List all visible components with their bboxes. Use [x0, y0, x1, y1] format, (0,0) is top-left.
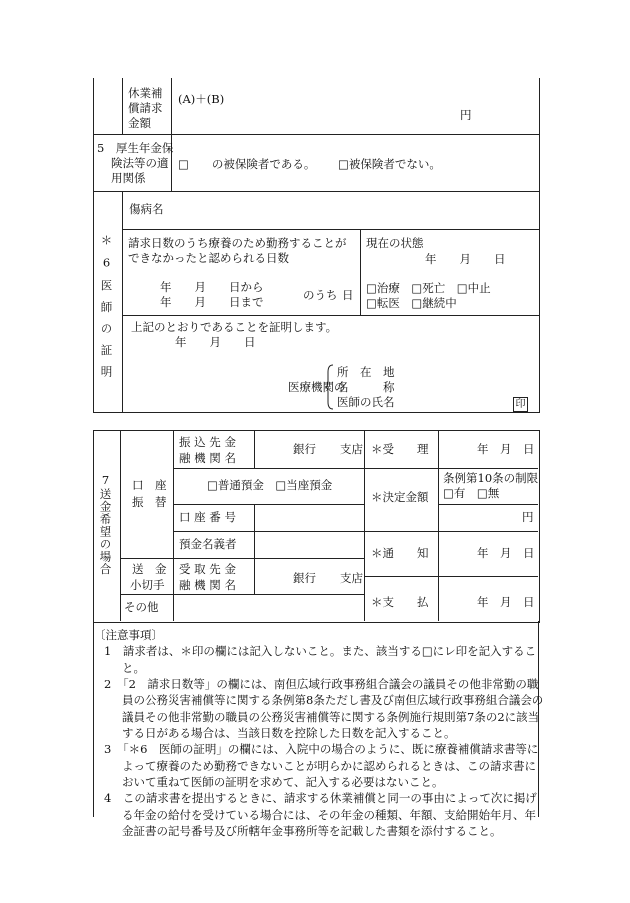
bank-text: 銀行: [293, 442, 316, 456]
notes-section: [94, 627, 544, 839]
note-item-1: 1 請求者は、＊印の欄には記入しないこと。また、該当する□にレ印を記入すること。: [104, 644, 537, 675]
note-item-4: 4 この請求書を提出するときに、請求する休業補償と同一の事由によって次に掲げる年金の給付を受けている場合には、その年金の種類、年額、支給開始年月、年金証書の記号番号及び所轄年金事務所等を記載した書類を添付すること。: [104, 791, 537, 838]
divider: [364, 430, 365, 621]
upper-frame-bottom: [93, 412, 539, 413]
divider: [438, 504, 538, 505]
other-label: その他: [124, 600, 159, 614]
divider: [173, 531, 364, 532]
divider: [364, 531, 538, 532]
divider: [173, 468, 364, 469]
received-label: ＊受 理: [371, 442, 429, 456]
seal-icon: 印: [513, 396, 528, 412]
divider: [93, 134, 539, 135]
account-transfer-label: 口 座 振 替: [132, 478, 167, 509]
institution-label: 医療機関の: [288, 380, 346, 394]
current-status-label: 現在の状態: [366, 236, 424, 250]
payment-date: 年 月 日: [477, 595, 535, 609]
divider: [120, 594, 364, 595]
payment-label: ＊支 払: [371, 595, 429, 609]
days-header-line1: 請求日数のうち療養のため勤務することが: [128, 236, 347, 250]
institution-address-label: 所 在 地: [337, 365, 395, 379]
doctor-certificate-vertical-label: ＊6医師の証明: [99, 234, 114, 387]
ordinance-limit-label: 条例第10条の制限: [443, 471, 539, 485]
receiving-branch-text: 支店: [340, 571, 363, 585]
upper-frame-left: [93, 78, 94, 413]
divider: [122, 191, 123, 412]
divider: [364, 576, 538, 577]
to-date: 年 月 日まで: [160, 295, 264, 309]
branch-text: 支店: [340, 442, 363, 456]
divider: [438, 430, 439, 621]
notice-label: ＊通 知: [371, 546, 429, 560]
remittance-check-label: 送 金 小切手: [130, 562, 167, 592]
divider: [173, 504, 364, 505]
divider: [173, 430, 174, 621]
divider: [120, 558, 364, 559]
received-date: 年 月 日: [477, 442, 535, 456]
institution-name-label: 名 称: [337, 380, 395, 394]
benefit-amount-label: 休業補 償請求 金額: [128, 86, 163, 130]
upper-frame-right: [539, 78, 540, 413]
days-header-line2: できなかったと認められる日数: [128, 251, 289, 265]
deposit-type-options[interactable]: □普通預金 □当座預金: [207, 478, 333, 492]
divider: [93, 191, 539, 192]
doctor-name-label: 医師の氏名: [337, 395, 395, 409]
divider: [120, 430, 121, 621]
status-options-row1[interactable]: □治療 □死亡 □中止: [366, 281, 491, 295]
from-date: 年 月 日から: [160, 280, 264, 294]
divider: [122, 229, 539, 230]
status-options-row2[interactable]: □転医 □継続中: [366, 296, 457, 310]
divider: [254, 430, 255, 468]
note-item-3: 3 「＊6 医師の証明」の欄には、入院中の場合のように、既に療養補償請求書等によって療養のため勤務できないことが明らかに認められるときは、この請求書において重ねて医師の証明を求めて、記入する必要はないこと。: [104, 742, 539, 789]
decided-amount-yen: 円: [522, 510, 534, 524]
note-item-2: 2 「2 請求日数等」の欄には、南但広域行政事務組合議会の議員その他非常勤の職員の公務災害補償等に関する条例第8条ただし書及び南但広域行政事務組合議会の議員その他非常勤の職員の公務災害補償等に関する条例施行規則第7条の2に該当する日がある場合は、当該日数を控除した日数を記入すること。: [104, 676, 544, 740]
certify-date: 年 月 日: [175, 335, 256, 349]
status-date: 年 月 日: [425, 252, 506, 266]
ordinance-limit-options[interactable]: □有 □無: [443, 486, 500, 500]
disease-name-label: 傷病名: [129, 202, 164, 216]
yen-unit: 円: [460, 108, 472, 122]
divider: [364, 468, 538, 469]
formula-text: (A)＋(B): [178, 92, 225, 106]
pension-relation-label: 5 厚生年金保 険法等の適 用関係: [97, 141, 174, 185]
of-which-text: のうち: [303, 288, 338, 302]
remittance-vertical-label: 7送金希望の場合: [98, 473, 113, 576]
divider: [122, 315, 539, 316]
account-holder-label: 預金名義者: [179, 537, 237, 551]
option-not-insured[interactable]: □被保険者でない。: [338, 157, 441, 171]
option-insured[interactable]: □ の被保険者である。: [178, 157, 316, 171]
divider: [122, 78, 123, 134]
notes-heading: 〔注意事項〕: [94, 628, 163, 642]
days-unit: 日: [342, 288, 354, 302]
receiving-bank-label: 受 取 先 金 融 機 関 名: [179, 562, 236, 592]
notice-date: 年 月 日: [477, 546, 535, 560]
bank-name-label: 振 込 先 金 融 機 関 名: [179, 435, 236, 466]
account-number-label: 口 座 番 号: [179, 510, 236, 524]
divider: [360, 229, 361, 315]
decided-amount-label: ＊決定金額: [371, 490, 429, 504]
brace-icon: [325, 364, 335, 410]
certify-text: 上記のとおりであることを証明します。: [131, 320, 338, 334]
divider: [254, 558, 255, 594]
receiving-bank-text: 銀行: [293, 571, 316, 585]
